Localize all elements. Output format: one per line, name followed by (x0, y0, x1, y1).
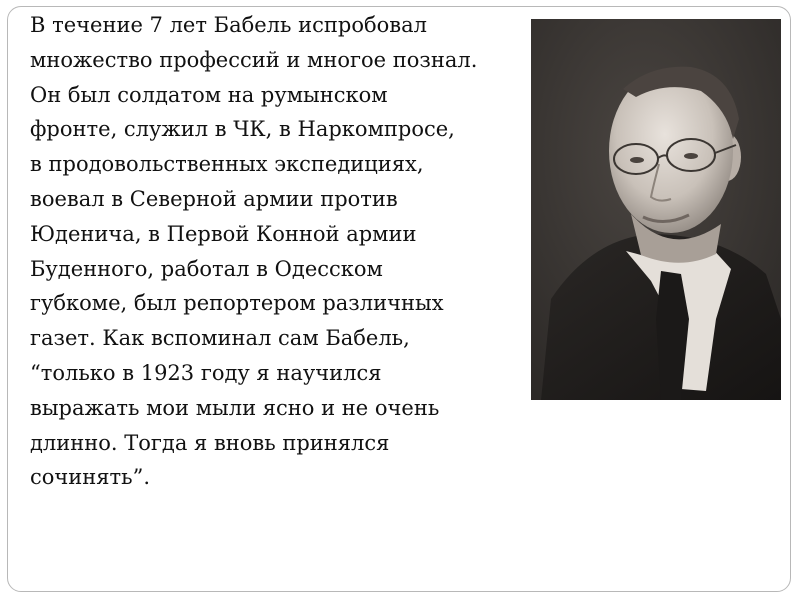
portrait-illustration (531, 19, 781, 400)
text-line: В течение 7 лет Бабель испробовал (30, 13, 427, 37)
text-line: Юденича, в Первой Конной армии (30, 221, 417, 246)
text-line: фронте, служил в ЧК, в Наркомпросе, (30, 117, 455, 142)
text-line: сочинять”. (30, 465, 150, 490)
text-line: губкоме, был репортером различных (30, 291, 444, 316)
body-text (30, 8, 530, 495)
text-line: Он был солдатом на румынском (30, 82, 388, 107)
text-line: в продовольственных экспедициях, (30, 152, 424, 177)
text-line: длинно. Тогда я вновь принялся (30, 430, 390, 455)
text-line: “только в 1923 году я научился (30, 360, 382, 385)
text-line: газет. Как вспоминал сам Бабель, (30, 326, 410, 351)
text-line: Буденного, работал в Одесском (30, 256, 383, 281)
portrait-photo (531, 19, 781, 400)
text-line: выражать мои мыли ясно и не очень (30, 395, 440, 420)
text-line: воевал в Северной армии против (30, 186, 398, 211)
text-line: множество профессий и многое познал. (30, 47, 478, 72)
